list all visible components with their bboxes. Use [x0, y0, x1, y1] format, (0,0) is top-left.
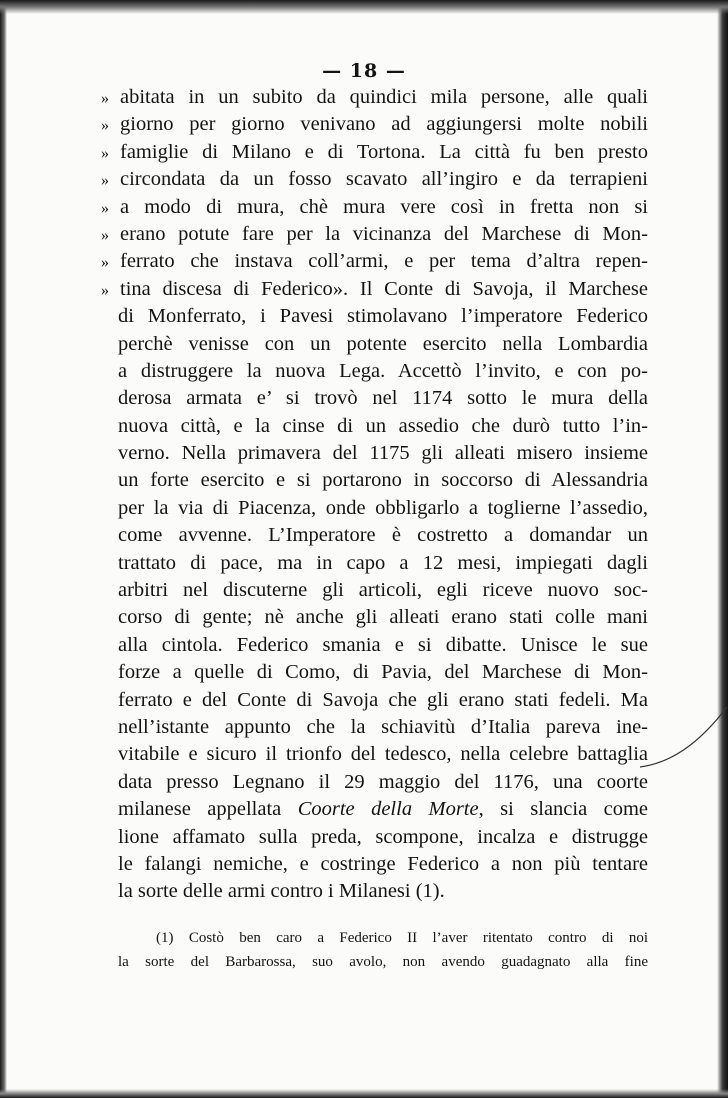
text-line: come avvenne. L’Imperatore è costretto a domandar un [118, 524, 648, 547]
text-line: nuova città, e la cinse di un assedio che durò tutto l’in- [118, 414, 648, 437]
quote-mark: » [101, 172, 109, 190]
quote-mark: » [101, 254, 109, 272]
text-line: trattato di pace, ma in capo a 12 mesi, impiegati dagli [118, 551, 648, 574]
text-line: corso di gente; nè anche gli alleati erano stati colle mani [118, 606, 648, 629]
quote-mark: » [101, 90, 109, 107]
text-line: vitabile e sicuro il trionfo del tedesco, nella celebre battaglia [118, 743, 648, 766]
footnote [118, 926, 648, 974]
quote-mark: » [101, 144, 109, 162]
text-line: di Monferrato, i Pavesi stimolavano l’imperatore Federico [118, 305, 648, 328]
text-line: un forte esercito e si portarono in soccorso di Alessandria [118, 469, 648, 492]
scan-edge-bottom [0, 1089, 728, 1098]
text-line: nell’istante appunto che la schiavitù d’Italia pareva ine- [118, 715, 648, 738]
quote-mark: » [101, 117, 109, 135]
quote-mark: » [101, 199, 109, 217]
text-line: a distruggere la nuova Lega. Accettò l’invito, e con po- [118, 359, 648, 382]
text-line: » erano potute fare per la vicinanza del Marchese di Mon- [118, 221, 648, 248]
text-line: derosa armata e’ si trovò nel 1174 sotto le mura della [118, 387, 648, 410]
text-line: » circondata da un fosso scavato all’ingiro e da terrapieni [118, 166, 648, 193]
text-line: la sorte delle armi contro i Milanesi (1). [118, 880, 445, 903]
text-line: ferrato e del Conte di Savoja che gli erano stati fedeli. Ma [118, 688, 648, 711]
text-line: le falangi nemiche, e costringe Federico a non più tentare [118, 852, 648, 875]
footnote-line: (1) Costò ben caro a Federico II l’aver ritentato contro di noi [156, 930, 648, 946]
text-line: » abitata in un subito da quindici mila persone, alle quali [118, 84, 648, 111]
pen-stroke-mark [640, 705, 728, 785]
text-line: perchè venisse con un potente esercito nella Lombardia [118, 332, 648, 355]
text-line: verno. Nella primavera del 1175 gli alleati misero insieme [118, 442, 648, 465]
text-line: arbitri nel discuterne gli articoli, egli riceve nuovo soc- [118, 579, 648, 602]
text-line: forze a quelle di Como, di Pavia, del Marchese di Mon- [118, 661, 648, 684]
main-text [101, 84, 649, 906]
page-number: — 18 — [322, 60, 406, 82]
footnote-line: la sorte del Barbarossa, suo avolo, non avendo guadagnato alla fine [118, 954, 648, 970]
text-line: » giorno per giorno venivano ad aggiungersi molte nobili [118, 111, 648, 138]
scan-edge-left [0, 0, 7, 1098]
text-line: » famiglie di Milano e di Tortona. La città fu ben presto [118, 139, 648, 166]
quote-mark: » [101, 281, 109, 299]
quote-mark: » [101, 226, 109, 244]
scan-edge-top [0, 0, 728, 14]
text-line: » ferrato che instava coll’armi, e per tema d’altra repen- [118, 248, 648, 275]
text-line: data presso Legnano il 29 maggio del 1176, una coorte [118, 770, 648, 793]
text-line-italic-phrase: milanese appellata Coorte della Morte, si slancia come [118, 798, 649, 821]
scan-edge-right [717, 0, 728, 1098]
text-line: per la via di Piacenza, onde obbligarlo a toglierne l’assedio, [118, 496, 648, 519]
text-line: alla cintola. Federico smania e si dibatte. Unisce le sue [118, 633, 648, 656]
text-line: » tina discesa di Federico». Il Conte di Savoja, il Marchese [118, 276, 648, 303]
text-line: lione affamato sulla preda, scompone, incalza e distrugge [118, 825, 648, 848]
italic-phrase: Coorte della Morte [297, 798, 479, 821]
text-line: » a modo di mura, chè mura vere così in fretta non si [118, 194, 648, 221]
